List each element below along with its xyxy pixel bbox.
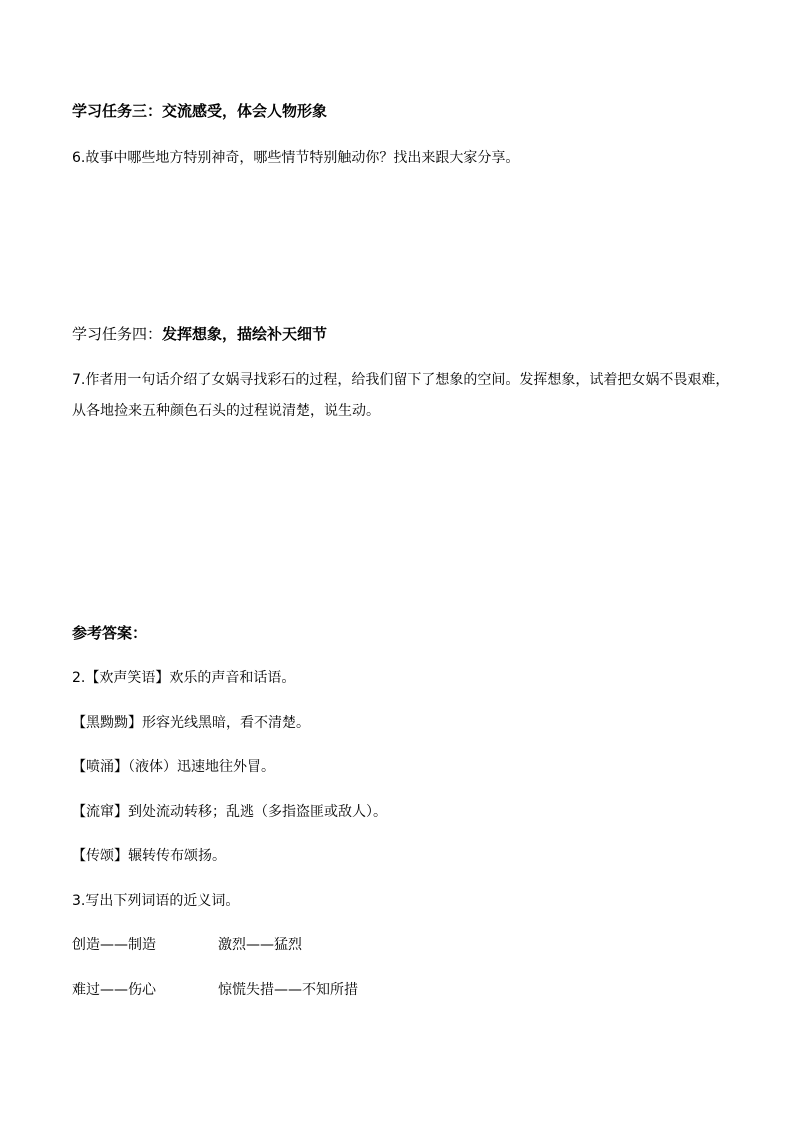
definition-4: 【传颂】辗转传布颂扬。 <box>72 848 226 864</box>
question-7-line-1: 7.作者用一句话介绍了女娲寻找彩石的过程，给我们留下了想象的空间。发挥想象，试着把女娲不畏艰难， <box>72 372 730 388</box>
synonym-pair-right: 激烈——猛烈 <box>218 937 302 953</box>
answer-3: 3.写出下列词语的近义词。 <box>72 893 240 909</box>
synonym-pair-left: 创造——制造 <box>72 937 156 953</box>
task4-heading-prefix: 学习任务四： <box>72 325 163 343</box>
task4-heading <box>72 325 327 343</box>
synonym-pair-right: 惊慌失措——不知所措 <box>218 982 358 998</box>
answer-2: 2.【欢声笑语】欢乐的声音和话语。 <box>72 670 296 686</box>
definition-1: 【黑黝黝】形容光线黑暗，看不清楚。 <box>72 715 310 731</box>
task4-heading-title: 发挥想象，描绘补天细节 <box>162 325 328 343</box>
synonym-pair-left: 难过——伤心 <box>72 982 156 998</box>
question-6: 6.故事中哪些地方特别神奇，哪些情节特别触动你？找出来跟大家分享。 <box>72 150 520 166</box>
definition-3: 【流窜】到处流动转移；乱逃（多指盗匪或敌人）。 <box>72 804 387 820</box>
answers-heading: 参考答案： <box>72 624 148 642</box>
task3-heading: 学习任务三：交流感受，体会人物形象 <box>72 102 328 120</box>
question-7-line-2: 从各地捡来五种颜色石头的过程说清楚，说生动。 <box>72 403 380 419</box>
definition-2: 【喷涌】（液体）迅速地往外冒。 <box>72 759 275 775</box>
